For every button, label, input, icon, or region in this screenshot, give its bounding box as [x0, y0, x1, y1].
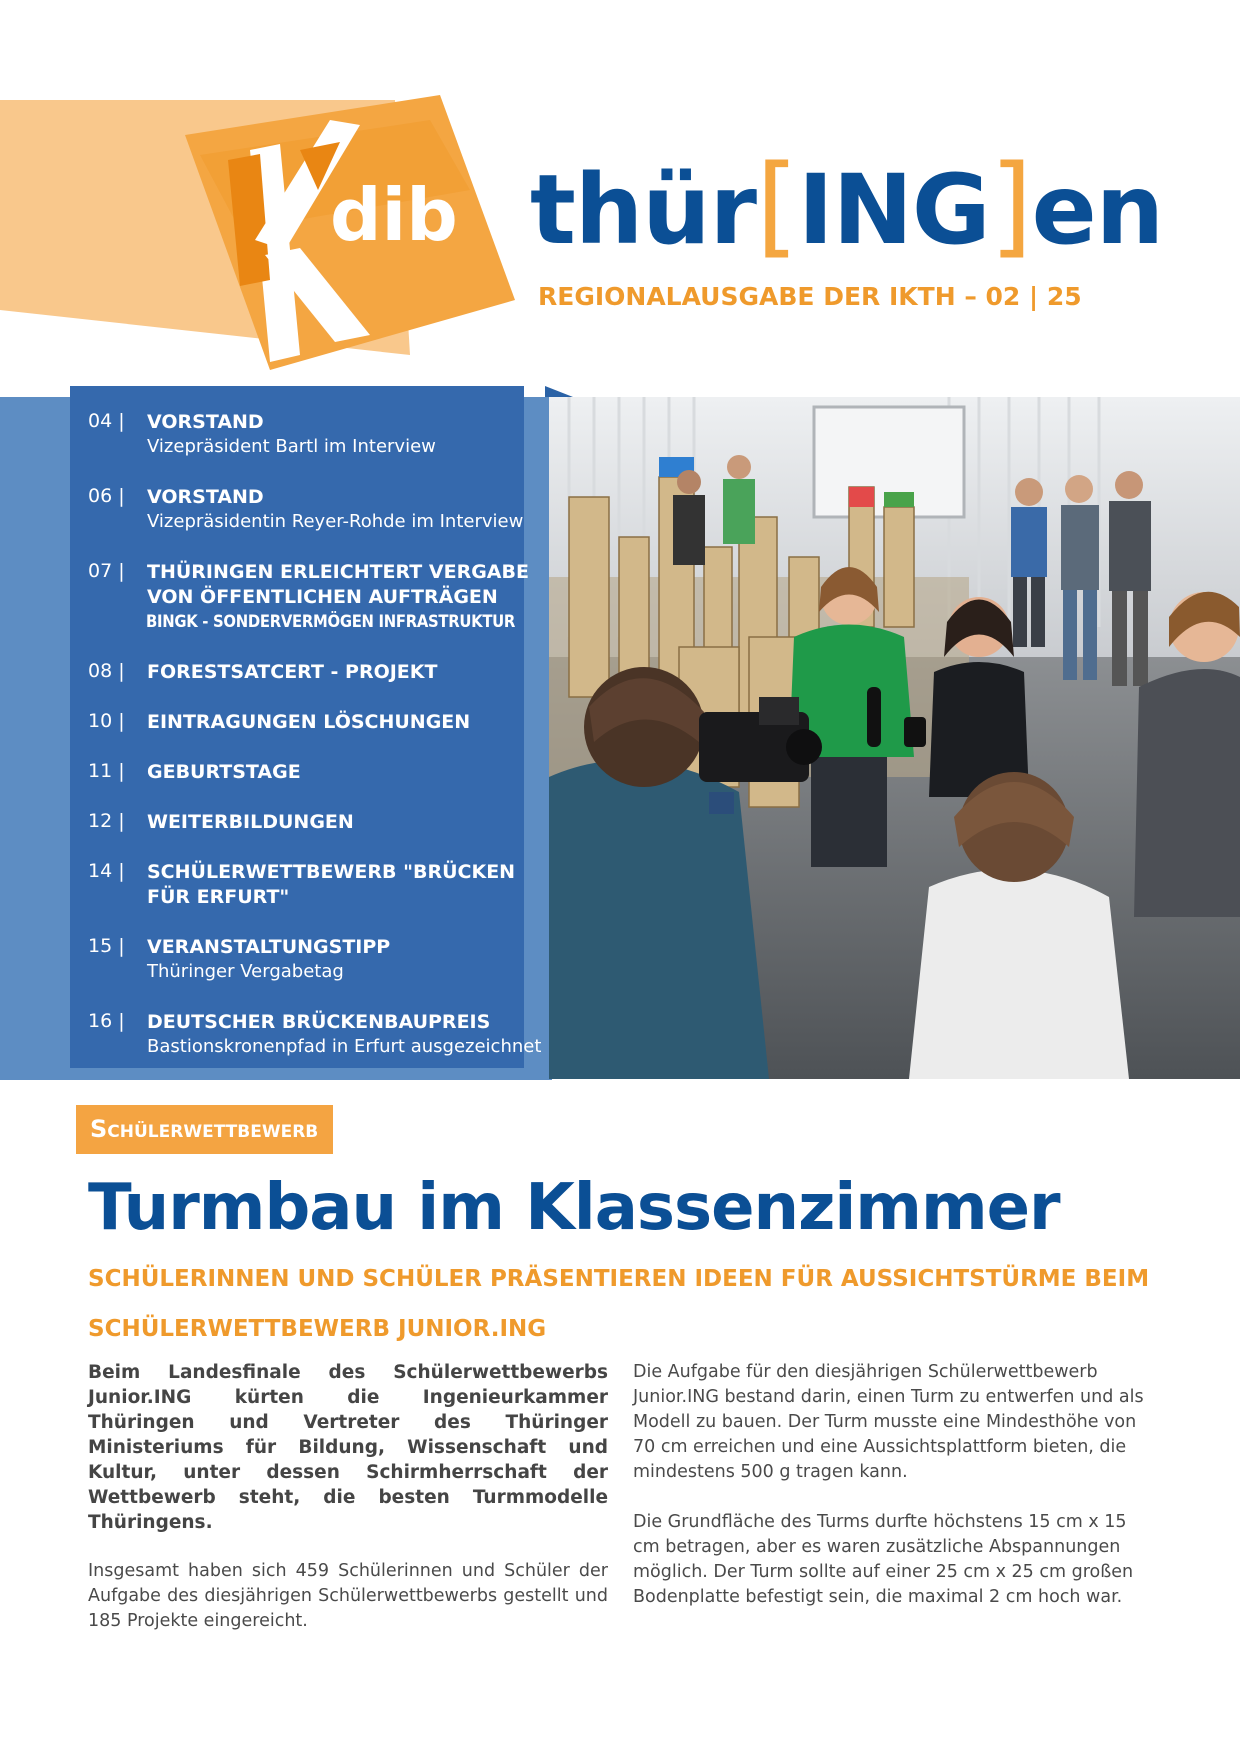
toc-page-number: 15 | — [88, 935, 125, 957]
article-paragraph: Insgesamt haben sich 459 Schülerinnen und Schüler der Aufgabe des diesjährigen Schülerwettbewerbs gestellt und 185 Projekte eingereicht. — [88, 1561, 608, 1631]
toc-title: EINTRAGUNGEN LÖSCHUNGEN — [147, 711, 471, 733]
toc-title: GEBURTSTAGE — [147, 761, 301, 783]
toc-subtitle: BINGK - SONDERVERMÖGEN INFRASTRUKTUR — [146, 612, 516, 631]
toc-page-number: 04 | — [88, 410, 125, 432]
masthead-subtitle: REGIONALAUSGABE DER IKTH – 02 | 25 — [538, 282, 1082, 311]
toc-title: DEUTSCHER BRÜCKENBAUPREIS — [147, 1011, 491, 1033]
toc-title: VORSTAND — [147, 486, 264, 508]
article-headline: Turmbau im Klassenzimmer — [88, 1171, 1060, 1245]
toc-title: VORSTAND — [147, 411, 264, 433]
title-mid: ING — [797, 154, 990, 266]
toc-page-number: 14 | — [88, 860, 125, 882]
cover-photo — [549, 397, 1240, 1079]
toc-title: FORESTSATCERT - PROJEKT — [147, 661, 438, 683]
toc-title: WEITERBILDUNGEN — [147, 811, 354, 833]
toc-title-line2: VON ÖFFENTLICHEN AUFTRÄGEN — [147, 586, 498, 608]
article-lead: Beim Landesfinale des Schülerwettbewerbs Junior.ING kürten die Ingenieurkammer Thüringen und Vertreter des Thüringer Ministeriums für Bildung, Wissenschaft und Kultur, unter dessen Schirmherrschaft der Wettbewerb steht, die besten Turmmodelle Thüringens. — [88, 1362, 608, 1533]
kicker-text: Schülerwettbewerb — [90, 1115, 319, 1143]
toc-title-line2: FÜR ERFURT" — [147, 886, 290, 908]
toc-title-line1: THÜRINGEN ERLEICHTERT VERGABE — [147, 561, 529, 583]
article-column-right — [633, 1360, 1153, 1610]
toc-page-number: 08 | — [88, 660, 125, 682]
toc-subtitle: Vizepräsident Bartl im Interview — [147, 436, 436, 457]
toc-page-number: 12 | — [88, 810, 125, 832]
toc-subtitle: Bastionskronenpfad in Erfurt ausgezeichnet — [147, 1036, 542, 1057]
ikdib-logo — [0, 80, 540, 380]
toc-page-number: 07 | — [88, 560, 125, 582]
toc-title-line1: SCHÜLERWETTBEWERB "BRÜCKEN — [147, 861, 516, 883]
masthead-title — [530, 141, 1164, 269]
logo-dib-text: dib — [330, 173, 458, 257]
article-paragraph: Die Grundfläche des Turms durfte höchstens 15 cm x 15 cm betragen, aber es waren zusätzliche Abspannungen möglich. Der Turm sollte auf einer 25 cm x 25 cm großen Bodenplatte befestigt sein, die maximal 2 cm hoch war. — [633, 1512, 1134, 1607]
title-pre: thür — [530, 154, 756, 266]
article-subhead: SCHÜLERINNEN UND SCHÜLER PRÄSENTIEREN IDEEN FÜR AUSSICHTSTÜRME BEIM SCHÜLERWETTBEWERB JUNIOR.ING — [88, 1266, 1150, 1342]
toc-subtitle: Vizepräsidentin Reyer-Rohde im Interview — [147, 511, 524, 532]
title-bracket-close: ] — [989, 141, 1032, 269]
title-post: en — [1031, 154, 1164, 266]
masthead — [0, 0, 1240, 380]
article-paragraph: Die Aufgabe für den diesjährigen Schülerwettbewerb Junior.ING bestand darin, einen Turm zu entwerfen und als Modell zu bauen. Der Turm musste eine Mindesthöhe von 70 cm erreichen und eine Aussichtsplattform bieten, die mindestens 500 g tragen kann. — [633, 1362, 1144, 1482]
cover-photo-illustration — [549, 397, 1240, 1079]
article-kicker — [76, 1105, 333, 1154]
title-bracket-open: [ — [755, 141, 798, 269]
toc-subtitle: Thüringer Vergabetag — [147, 961, 344, 982]
toc-page-number: 10 | — [88, 710, 125, 732]
toc-page-number: 06 | — [88, 485, 125, 507]
toc-page-number: 16 | — [88, 1010, 125, 1032]
toc-corner-tab — [545, 386, 573, 397]
toc-title: VERANSTALTUNGSTIPP — [147, 936, 391, 958]
toc-page-number: 11 | — [88, 760, 125, 782]
article-column-left — [88, 1360, 608, 1634]
